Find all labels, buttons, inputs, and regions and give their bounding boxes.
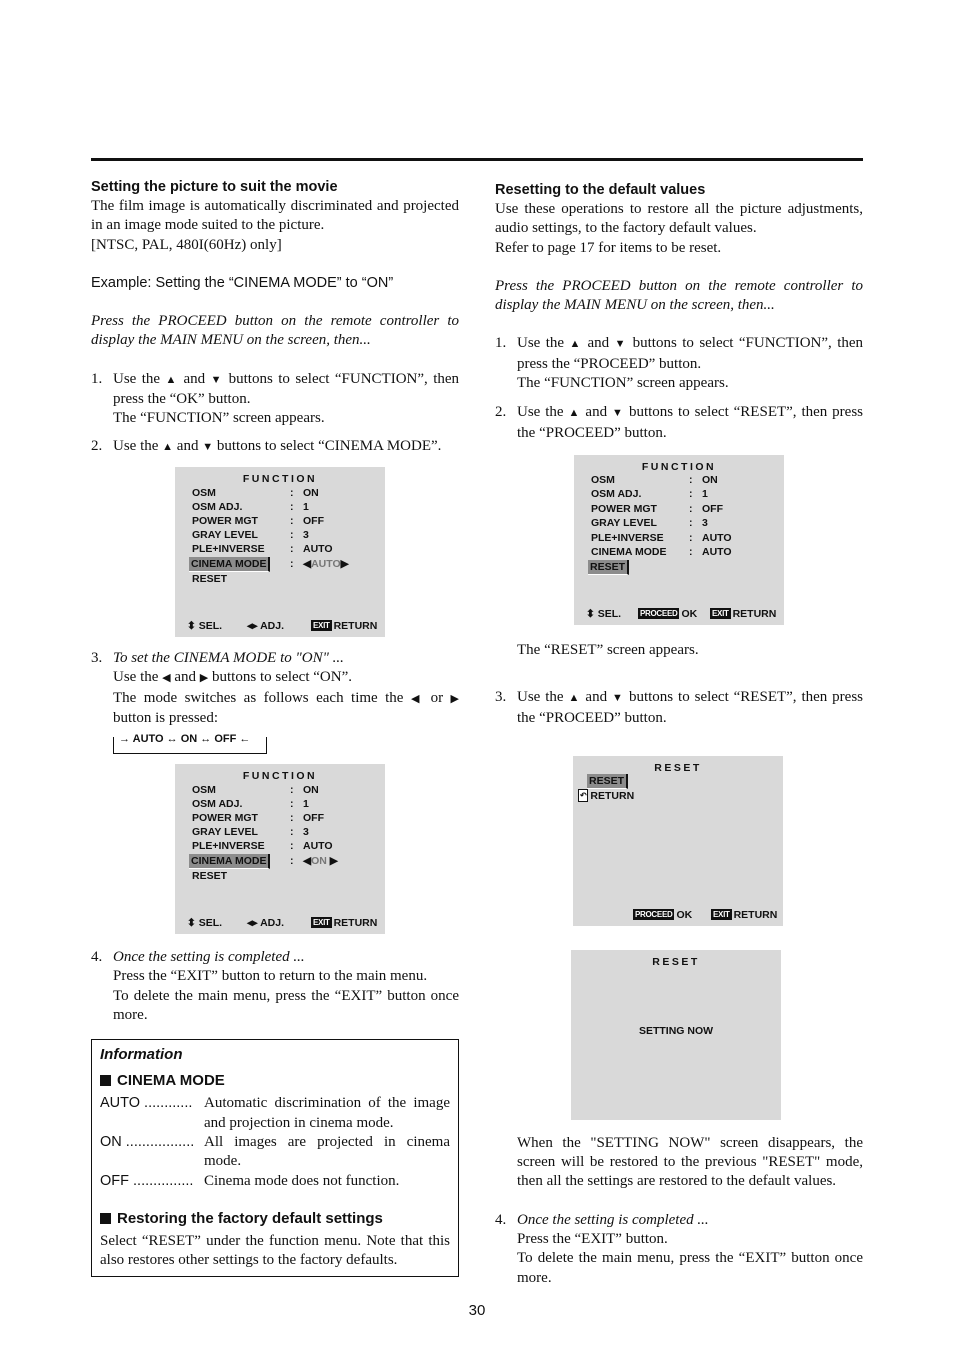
- step-4: 4. Once the setting is completed ... Press the “EXIT” button to return to the main menu. To delete the main menu, press the “EXIT” button once more.: [91, 949, 459, 1024]
- restore-text: Select “RESET” under the function menu. Note that this also restores other settings to the factory defaults.: [100, 1232, 450, 1269]
- proceed-note: Press the PROCEED button on the remote controller to display the MAIN MENU on the screen, then...: [495, 277, 863, 314]
- step-2: 2. Use the ▲ and ▼ buttons to select “CINEMA MODE”.: [91, 437, 442, 454]
- selected-item: RESET: [587, 774, 628, 789]
- selected-item: RESET: [588, 560, 629, 575]
- right-arrow-icon: ▶: [450, 692, 460, 705]
- reset-screen: RESET RESET ↶ RETURN PROCEED OK EXIT RETURN: [573, 756, 783, 926]
- right-triangle-icon: ▶: [340, 557, 349, 570]
- setting-now-note: When the "SETTING NOW" screen disappears, the screen will be restored to the previous "RESET" mode, then all the settings are restored to the default values.: [517, 1134, 863, 1190]
- up-arrow-icon: ▲: [569, 338, 583, 351]
- up-arrow-icon: ▲: [162, 440, 174, 453]
- section-heading-reset: Resetting to the default values: [495, 182, 706, 198]
- info-section-restore: Restoring the factory default settings: [100, 1209, 450, 1228]
- exit-tag-icon: EXIT: [313, 620, 330, 630]
- right-triangle-icon: ▶: [329, 855, 338, 868]
- def-auto: AUTO ............ Automatic discrimination of the image and projection in cinema mode.: [100, 1095, 450, 1131]
- up-arrow-icon: ▲: [568, 407, 581, 420]
- left-arrow-icon: ◀: [410, 692, 424, 705]
- setting-now-message: SETTING NOW: [638, 1024, 714, 1037]
- mode-cycle-diagram: → AUTO ↔ ON ↔ OFF ←: [113, 730, 267, 756]
- proceed-note: Press the PROCEED button on the remote controller to display the MAIN MENU on the screen, then...: [91, 313, 459, 349]
- example-line: Example: Setting the “CINEMA MODE” to “ON”: [91, 274, 394, 291]
- left-column: [91, 178, 459, 1277]
- up-arrow-icon: ▲: [568, 692, 581, 705]
- step-4: 4. Once the setting is completed ... Press the “EXIT” button. To delete the main menu, press the “EXIT” button once more.: [495, 1211, 863, 1286]
- updown-icon: ⬍: [187, 619, 196, 632]
- selected-item: CINEMA MODE: [189, 854, 270, 869]
- info-section-cinema: CINEMA MODE: [100, 1071, 450, 1090]
- return-icon: ↶: [580, 790, 587, 800]
- proceed-tag-icon: PROCEED: [635, 909, 673, 919]
- step-1: 1. Use the ▲ and ▼ buttons to select “FUNCTION”, then press the “OK” button. The “FUNCTION” screen appears.: [91, 370, 460, 427]
- reset-intro: Use these operations to restore all the picture adjustments, audio settings, to the factory default values.: [495, 201, 863, 237]
- down-arrow-icon: ▼: [210, 373, 224, 386]
- step-2: 2. Use the ▲ and ▼ buttons to select “RESET”, then press the “PROCEED” button.: [495, 404, 864, 441]
- step-3: 3. Use the ▲ and ▼ buttons to select “RESET”, then press the “PROCEED” button.: [495, 689, 864, 726]
- top-rule: [91, 158, 863, 161]
- movie-formats: [NTSC, PAL, 480I(60Hz) only]: [91, 236, 282, 253]
- updown-icon: ⬍: [187, 917, 196, 930]
- up-arrow-icon: ▲: [165, 373, 179, 386]
- exit-tag-icon: EXIT: [713, 909, 730, 919]
- step-3: 3. To set the CINEMA MODE to "ON" ... Use the ◀ and ▶ buttons to select “ON”. The mode switches as follows each time the ◀ or ▶ button is pressed: → AUTO ↔ ON ↔ OFF ←: [91, 649, 459, 756]
- page-number: 30: [468, 1302, 486, 1319]
- leftright-icon: ◂▸: [247, 619, 258, 632]
- updown-icon: ⬍: [586, 607, 595, 620]
- down-arrow-icon: ▼: [612, 407, 625, 420]
- square-bullet-icon: [100, 1213, 111, 1224]
- function-screen-reset: FUNCTION OSM : ON OSM ADJ. : 1 POWER MGT : OFF GRAY LEVEL : 3 PLE+INVERSE : AUTO CINEMA MODE : AUTO RESET ⬍ SEL. PROCEED OK EXIT RETURN: [574, 455, 784, 625]
- def-on: ON ................. All images are projected in cinema mode.: [100, 1133, 450, 1170]
- function-screen-auto: FUNCTION OSM : ON OSM ADJ. : 1 POWER MGT : OFF GRAY LEVEL : 3 PLE+INVERSE : AUTO CINEMA MODE : ◀AUTO▶ RESET ⬍ SEL. ◂▸ ADJ. EXIT RETURN: [175, 467, 385, 637]
- movie-intro: The film image is automatically discriminated and projected in an image mode suited to the picture.: [91, 198, 459, 234]
- down-arrow-icon: ▼: [612, 692, 625, 705]
- section-heading-movie: Setting the picture to suit the movie: [91, 179, 338, 195]
- square-bullet-icon: [100, 1075, 111, 1086]
- right-arrow-icon: ▶: [199, 672, 209, 685]
- right-column: [495, 181, 863, 1288]
- info-title: Information: [100, 1046, 183, 1064]
- left-arrow-icon: ◀: [162, 672, 171, 685]
- down-arrow-icon: ▼: [202, 440, 214, 453]
- exit-tag-icon: EXIT: [313, 918, 330, 928]
- step-1: 1. Use the ▲ and ▼ buttons to select “FUNCTION”, then press the “PROCEED” button. The “FUNCTION” screen appears.: [495, 335, 864, 392]
- left-triangle-icon: ◀: [303, 855, 312, 868]
- information-box: [91, 1039, 459, 1277]
- left-triangle-icon: ◀: [303, 557, 312, 570]
- setting-now-screen: RESET SETTING NOW: [571, 950, 781, 1120]
- selected-item: CINEMA MODE: [189, 557, 270, 572]
- reset-appears: The “RESET” screen appears.: [517, 641, 699, 658]
- function-screen-on: FUNCTION OSM : ON OSM ADJ. : 1 POWER MGT : OFF GRAY LEVEL : 3 PLE+INVERSE : AUTO CINEMA MODE : ◀ON ▶ RESET ⬍ SEL. ◂▸ ADJ. EXIT RETURN: [175, 764, 385, 934]
- exit-tag-icon: EXIT: [712, 608, 729, 618]
- proceed-tag-icon: PROCEED: [640, 608, 678, 618]
- leftright-icon: ◂▸: [247, 917, 258, 930]
- down-arrow-icon: ▼: [614, 338, 628, 351]
- def-off: OFF ............... Cinema mode does not function.: [100, 1172, 400, 1189]
- reset-reference: Refer to page 17 for items to be reset.: [495, 239, 722, 256]
